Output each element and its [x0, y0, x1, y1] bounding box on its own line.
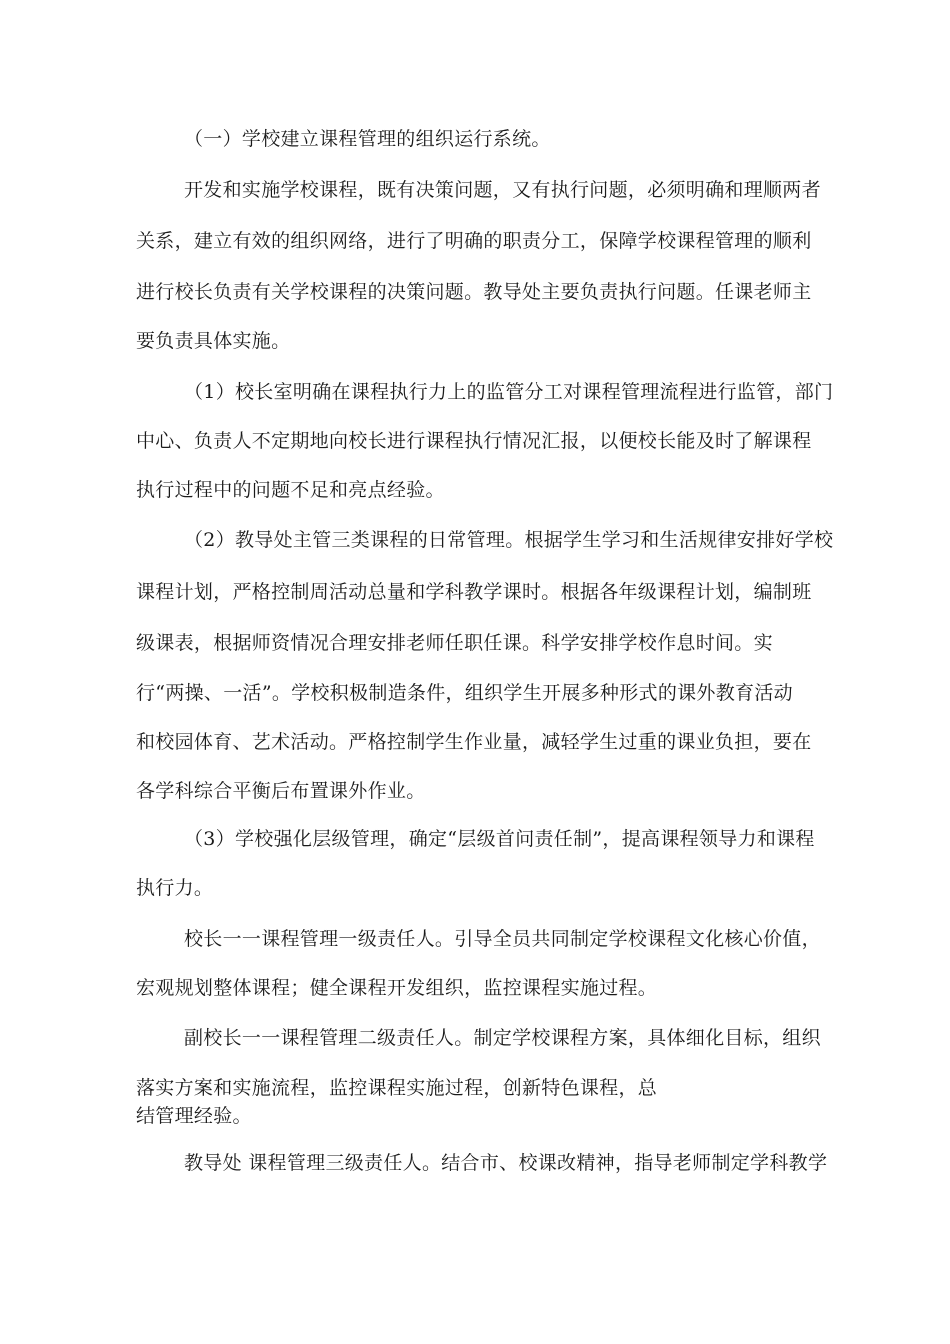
- paragraph-line: 行“两操、一活”。学校积极制造条件，组织学生开展多种形式的课外教育活动: [136, 682, 793, 704]
- paragraph-line: （1）校长室明确在课程执行力上的监管分工对课程管理流程进行监管，部门: [184, 381, 834, 403]
- paragraph-line: 中心、负责人不定期地向校长进行课程执行情况汇报，以便校长能及时了解课程: [136, 430, 812, 452]
- paragraph-line: （2）教导处主管三类课程的日常管理。根据学生学习和生活规律安排好学校: [184, 529, 834, 551]
- paragraph-line: 落实方案和实施流程，监控课程实施过程，创新特色课程，总: [136, 1077, 658, 1099]
- paragraph-line: 要负责具体实施。: [136, 330, 291, 352]
- paragraph-line: 执行力。: [136, 877, 214, 899]
- paragraph-line: 开发和实施学校课程，既有决策问题，又有执行问题，必须明确和理顺两者: [184, 179, 821, 201]
- paragraph-line: 课程计划，严格控制周活动总量和学科教学课时。根据各年级课程计划，编制班: [136, 581, 812, 603]
- section-heading: （一）学校建立课程管理的组织运行系统。: [184, 128, 551, 150]
- paragraph-line: 副校长一一课程管理二级责任人。制定学校课程方案，具体细化目标，组织: [184, 1027, 821, 1049]
- paragraph-line: 宏观规划整体课程；健全课程开发组织，监控课程实施过程。: [136, 977, 658, 999]
- paragraph-line: 关系，建立有效的组织网络，进行了明确的职责分工，保障学校课程管理的顺利: [136, 230, 812, 252]
- paragraph-line: 结管理经验。: [136, 1105, 252, 1127]
- paragraph-line: 各学科综合平衡后布置课外作业。: [136, 780, 426, 802]
- paragraph-line: 执行过程中的问题不足和亮点经验。: [136, 479, 445, 501]
- paragraph-line: 进行校长负责有关学校课程的决策问题。教导处主要负责执行问题。任课老师主: [136, 281, 812, 303]
- paragraph-line: 校长一一课程管理一级责任人。引导全员共同制定学校课程文化核心价值，: [184, 928, 821, 950]
- paragraph-line: 级课表，根据师资情况合理安排老师任职任课。科学安排学校作息时间。实: [136, 632, 773, 654]
- paragraph-line: 教导处 课程管理三级责任人。结合市、校课改精神，指导老师制定学科教学: [184, 1152, 828, 1174]
- paragraph-line: 和校园体育、艺术活动。严格控制学生作业量，减轻学生过重的课业负担，要在: [136, 731, 812, 753]
- paragraph-line: （3）学校强化层级管理，确定“层级首问责任制”，提高课程领导力和课程: [184, 828, 815, 850]
